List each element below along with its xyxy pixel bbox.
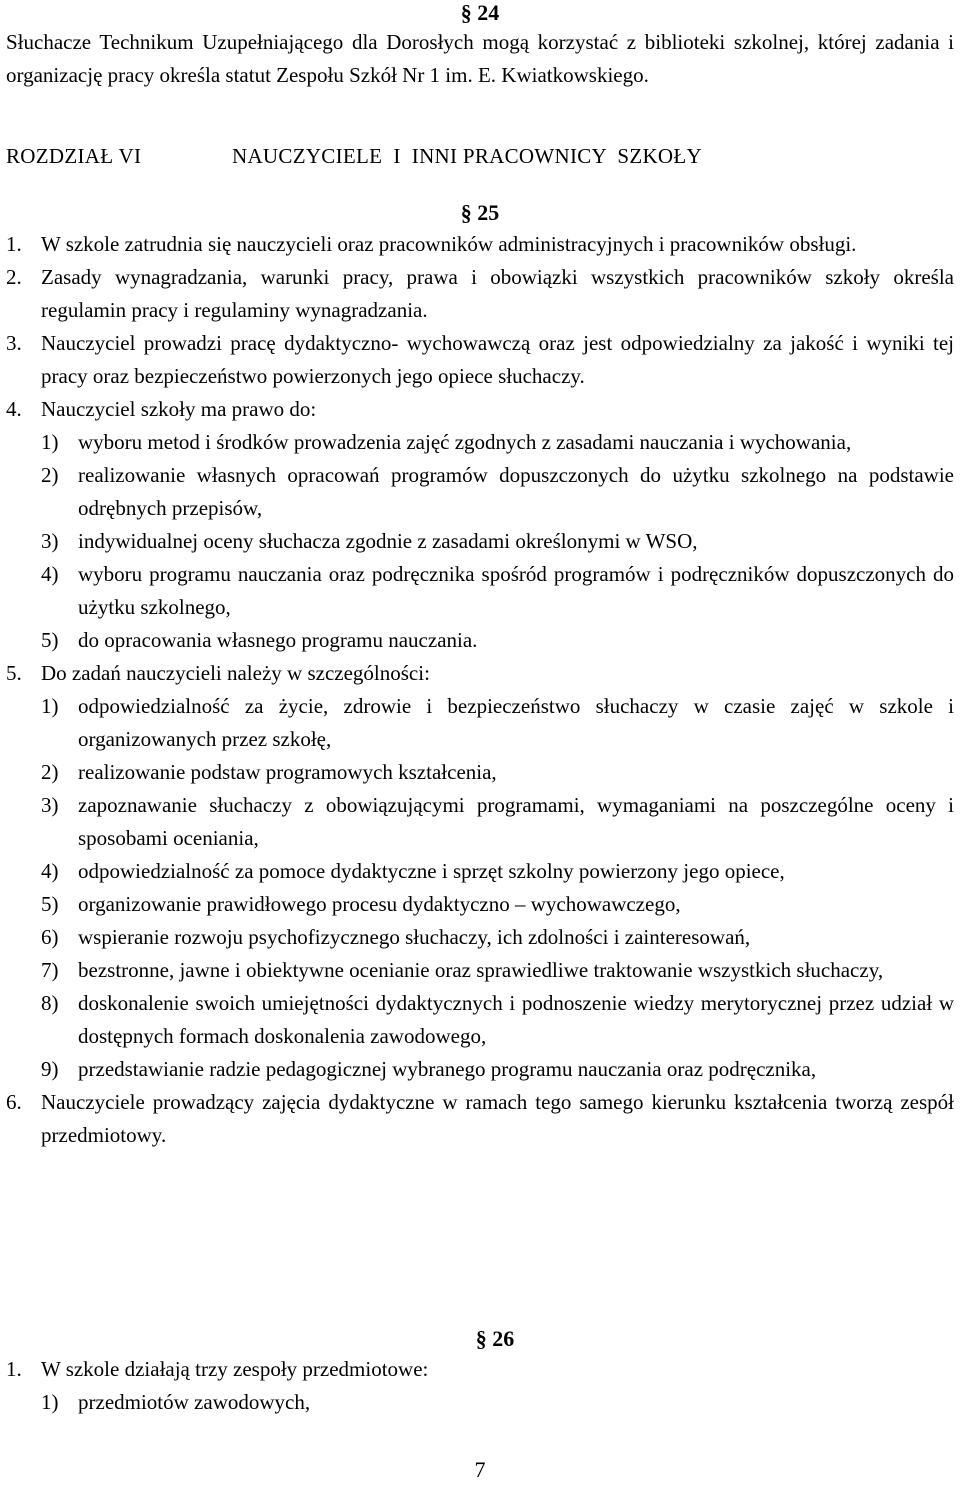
sub-list-item bbox=[6, 558, 954, 624]
sub-item-text: wyboru metod i środków prowadzenia zajęć zgodnych z zasadami nauczania i wychowania, bbox=[78, 430, 852, 454]
sub-item-text: organizowanie prawidłowego procesu dydaktyczno – wychowawczego, bbox=[78, 892, 681, 916]
chapter-title: NAUCZYCIELE I INNI PRACOWNICY SZKOŁY bbox=[232, 144, 702, 168]
item-number: 2. bbox=[6, 265, 22, 289]
sub-item-text: realizowanie podstaw programowych kształcenia, bbox=[78, 760, 497, 784]
sub-item-text: zapoznawanie słuchaczy z obowiązującymi programami, wymaganiami na poszczególne oceny i sposobami oceniania, bbox=[78, 793, 954, 850]
sub-item-number: 3) bbox=[41, 529, 59, 553]
sub-list-item bbox=[6, 954, 954, 987]
sub-item-number: 5) bbox=[41, 628, 59, 652]
list-item bbox=[6, 657, 954, 690]
sub-list-item bbox=[6, 624, 954, 657]
sub-item-text: indywidualnej oceny słuchacza zgodnie z zasadami określonymi w WSO, bbox=[78, 529, 698, 553]
sub-item-text: do opracowania własnego programu nauczania. bbox=[78, 628, 478, 652]
sub-item-number: 7) bbox=[41, 958, 59, 982]
item-text: W szkole działają trzy zespoły przedmiotowe: bbox=[41, 1357, 429, 1381]
sub-item-number: 8) bbox=[41, 991, 59, 1015]
list-item bbox=[6, 228, 954, 261]
sub-list-item bbox=[6, 987, 954, 1053]
sub-item-text: odpowiedzialność za pomoce dydaktyczne i sprzęt szkolny powierzony jego opiece, bbox=[78, 859, 785, 883]
sub-list-item bbox=[6, 1053, 954, 1086]
sub-item-text: realizowanie własnych opracowań programów dopuszczonych do użytku szkolnego na podstawie odrębnych przepisów, bbox=[78, 463, 954, 520]
sub-item-number: 4) bbox=[41, 859, 59, 883]
sub-list-item bbox=[6, 1386, 954, 1419]
sub-item-text: odpowiedzialność za życie, zdrowie i bezpieczeństwo słuchaczy w czasie zajęć w szkole i organizowanych przez szkołę, bbox=[78, 694, 954, 751]
sub-item-text: wyboru programu nauczania oraz podręcznika spośród programów i podręczników dopuszczonych do użytku szkolnego, bbox=[78, 562, 954, 619]
sub-list-item bbox=[6, 888, 954, 921]
item-number: 6. bbox=[6, 1090, 22, 1114]
item-number: 3. bbox=[6, 331, 22, 355]
sub-list-item bbox=[6, 459, 954, 525]
paragraph-heading-25: § 25 bbox=[460, 200, 500, 225]
item-number: 1. bbox=[6, 232, 22, 256]
item-text: W szkole zatrudnia się nauczycieli oraz pracowników administracyjnych i pracowników obsługi. bbox=[41, 232, 857, 256]
list-item bbox=[6, 327, 954, 393]
sub-item-text: wspieranie rozwoju psychofizycznego słuchaczy, ich zdolności i zainteresowań, bbox=[78, 925, 751, 949]
sub-list-item bbox=[6, 690, 954, 756]
sub-item-number: 9) bbox=[41, 1057, 59, 1081]
sub-item-text: doskonalenie swoich umiejętności dydaktycznych i podnoszenie wiedzy merytorycznej przez udział w dostępnych formach doskonalenia zawodowego, bbox=[78, 991, 954, 1048]
list-item bbox=[6, 393, 954, 426]
item-text: Do zadań nauczycieli należy w szczególności: bbox=[41, 661, 430, 685]
sub-item-text: przedmiotów zawodowych, bbox=[78, 1390, 311, 1414]
item-text: Nauczyciel prowadzi pracę dydaktyczno- wychowawczą oraz jest odpowiedzialny za jakość i wyniki tej pracy oraz bezpieczeństwo powierzonych jego opiece słuchaczy. bbox=[41, 331, 954, 388]
sub-item-number: 1) bbox=[41, 1390, 59, 1414]
chapter-number: ROZDZIAŁ VI bbox=[6, 144, 142, 168]
item-number: 4. bbox=[6, 397, 22, 421]
sub-item-number: 1) bbox=[41, 694, 59, 718]
sub-list-item bbox=[6, 525, 954, 558]
page-number: 7 bbox=[474, 1457, 486, 1482]
paragraph-24-text: Słuchacze Technikum Uzupełniającego dla Dorosłych mogą korzystać z biblioteki szkolnej, której zadania i organizację pracy określa statut Zespołu Szkół Nr 1 im. E. Kwiatkowskiego. bbox=[6, 30, 954, 87]
sub-item-number: 1) bbox=[41, 430, 59, 454]
sub-list-item bbox=[6, 756, 954, 789]
item-text: Nauczyciele prowadzący zajęcia dydaktyczne w ramach tego samego kierunku kształcenia tworzą zespół przedmiotowy. bbox=[41, 1090, 954, 1147]
item-text: Zasady wynagradzania, warunki pracy, prawa i obowiązki wszystkich pracowników szkoły określa regulamin pracy i regulaminy wynagradzania. bbox=[41, 265, 954, 322]
paragraph-25-body bbox=[6, 228, 954, 1152]
sub-list-item bbox=[6, 855, 954, 888]
sub-item-text: bezstronne, jawne i obiektywne ocenianie oraz sprawiedliwe traktowanie wszystkich słuchaczy, bbox=[78, 958, 884, 982]
sub-item-number: 3) bbox=[41, 793, 59, 817]
sub-item-number: 2) bbox=[41, 760, 59, 784]
sub-item-number: 4) bbox=[41, 562, 59, 586]
sub-list-item bbox=[6, 426, 954, 459]
sub-item-text: przedstawianie radzie pedagogicznej wybranego programu nauczania oraz podręcznika, bbox=[78, 1057, 817, 1081]
list-item bbox=[6, 1086, 954, 1152]
sub-item-number: 6) bbox=[41, 925, 59, 949]
paragraph-heading-24: § 24 bbox=[460, 0, 500, 25]
paragraph-heading-26: § 26 bbox=[475, 1326, 515, 1351]
sub-list-item bbox=[6, 789, 954, 855]
item-number: 5. bbox=[6, 661, 22, 685]
item-number: 1. bbox=[6, 1357, 22, 1381]
list-item bbox=[6, 261, 954, 327]
sub-item-number: 5) bbox=[41, 892, 59, 916]
paragraph-26-body bbox=[6, 1353, 954, 1419]
sub-list-item bbox=[6, 921, 954, 954]
sub-item-number: 2) bbox=[41, 463, 59, 487]
chapter-heading bbox=[6, 140, 886, 173]
item-text: Nauczyciel szkoły ma prawo do: bbox=[41, 397, 317, 421]
list-item bbox=[6, 1353, 954, 1386]
